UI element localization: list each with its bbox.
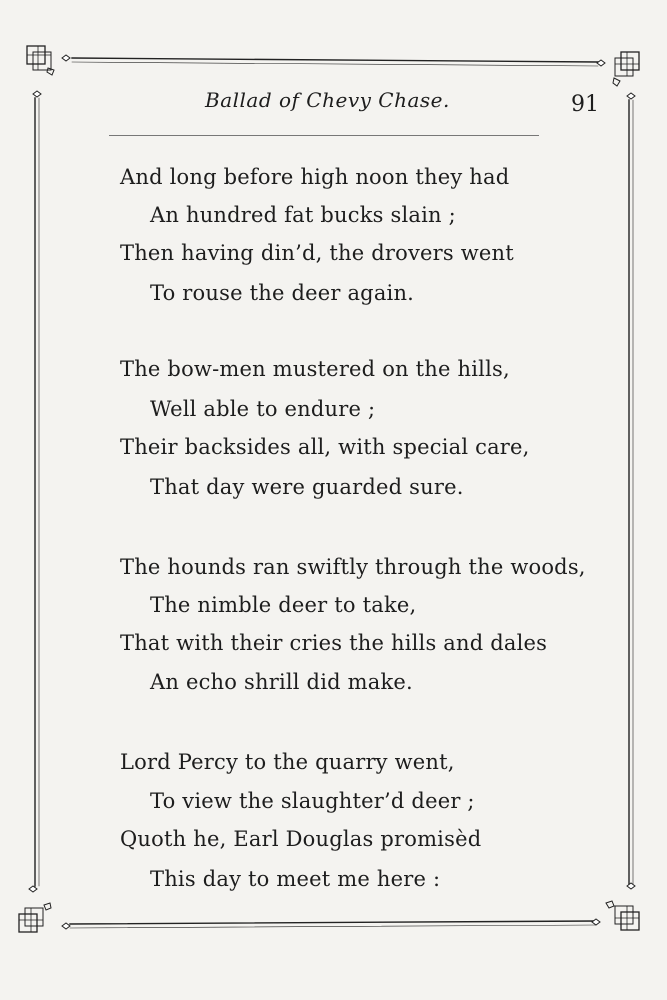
poem-line: Then having din’d, the drovers went [120,241,514,265]
poem-line: Lord Percy to the quarry went, [120,750,455,774]
poem-line: An hundred fat bucks slain ; [150,203,456,227]
poem-line: Quoth he, Earl Douglas promisèd [120,827,482,851]
page-number: 91 [571,92,599,117]
poem-line: An echo shrill did make. [150,670,413,694]
poem-line: To view the slaughter’d deer ; [150,789,475,813]
corner-ornament-bottom-left-icon [19,886,70,932]
poem-line: That day were guarded sure. [150,475,464,499]
poem-line: Well able to endure ; [150,397,376,421]
poem-line: To rouse the deer again. [150,281,415,305]
header-rule [109,135,539,136]
poem-line: Their backsides all, with special care, [120,435,530,459]
corner-ornament-top-left-icon [27,46,70,97]
poem-line: That with their cries the hills and dales [120,631,548,655]
poem-line: The hounds ran swiftly through the woods, [120,555,586,579]
corner-ornament-top-right-icon [597,52,639,99]
poem-line: This day to meet me here : [150,867,441,891]
running-header-title: Ballad of Chevy Chase. [205,88,450,112]
poem-line: And long before high noon they had [120,165,510,189]
poem-line: The bow-men mustered on the hills, [120,357,510,381]
poem-line: The nimble deer to take, [150,593,417,617]
corner-ornament-bottom-right-icon [592,883,639,930]
